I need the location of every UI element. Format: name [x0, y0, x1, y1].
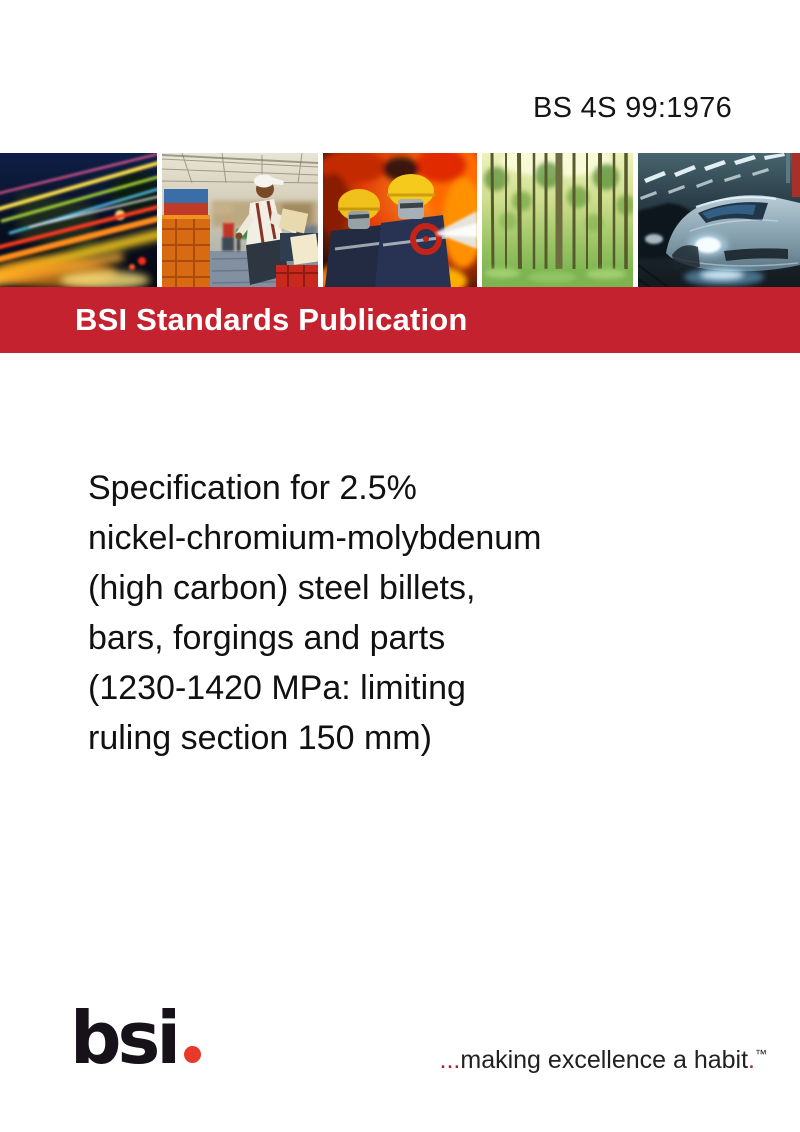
- tagline-leading-dots: ...: [439, 1046, 461, 1074]
- bsi-logo-red-dot-icon: [184, 1046, 201, 1063]
- bsi-logo: [70, 996, 201, 1080]
- photo-car-assembly: [638, 153, 800, 287]
- title-line: nickel-chromium-molybdenum: [88, 519, 542, 557]
- publication-type-banner: [0, 287, 800, 353]
- photo-warehouse-worker: [162, 153, 318, 287]
- title-line: (1230-1420 MPa: limiting: [88, 669, 466, 707]
- title-line: (high carbon) steel billets,: [88, 569, 476, 607]
- document-title: [88, 463, 541, 763]
- publication-type-label: BSI Standards Publication: [75, 302, 468, 337]
- standard-number: BS 4S 99:1976: [533, 92, 732, 124]
- title-line: Specification for 2.5%: [88, 469, 417, 507]
- tagline-period: .: [748, 1046, 755, 1074]
- bsi-logo-text: bsi: [70, 996, 178, 1080]
- night-traffic-image: [0, 153, 157, 287]
- title-line: ruling section 150 mm): [88, 719, 432, 757]
- photo-night-traffic: [0, 153, 157, 287]
- trademark-symbol: ™: [755, 1047, 767, 1061]
- photo-firefighters: [323, 153, 477, 287]
- title-line: bars, forgings and parts: [88, 619, 446, 657]
- car-assembly-image: [638, 153, 800, 287]
- tagline: [440, 1041, 767, 1073]
- tagline-text: making excellence a habit: [460, 1046, 749, 1074]
- photo-forest: [482, 153, 633, 287]
- warehouse-worker-image: [162, 153, 318, 287]
- firefighters-image: [323, 153, 477, 287]
- photo-banner-strip: [0, 153, 800, 287]
- forest-image: [482, 153, 633, 287]
